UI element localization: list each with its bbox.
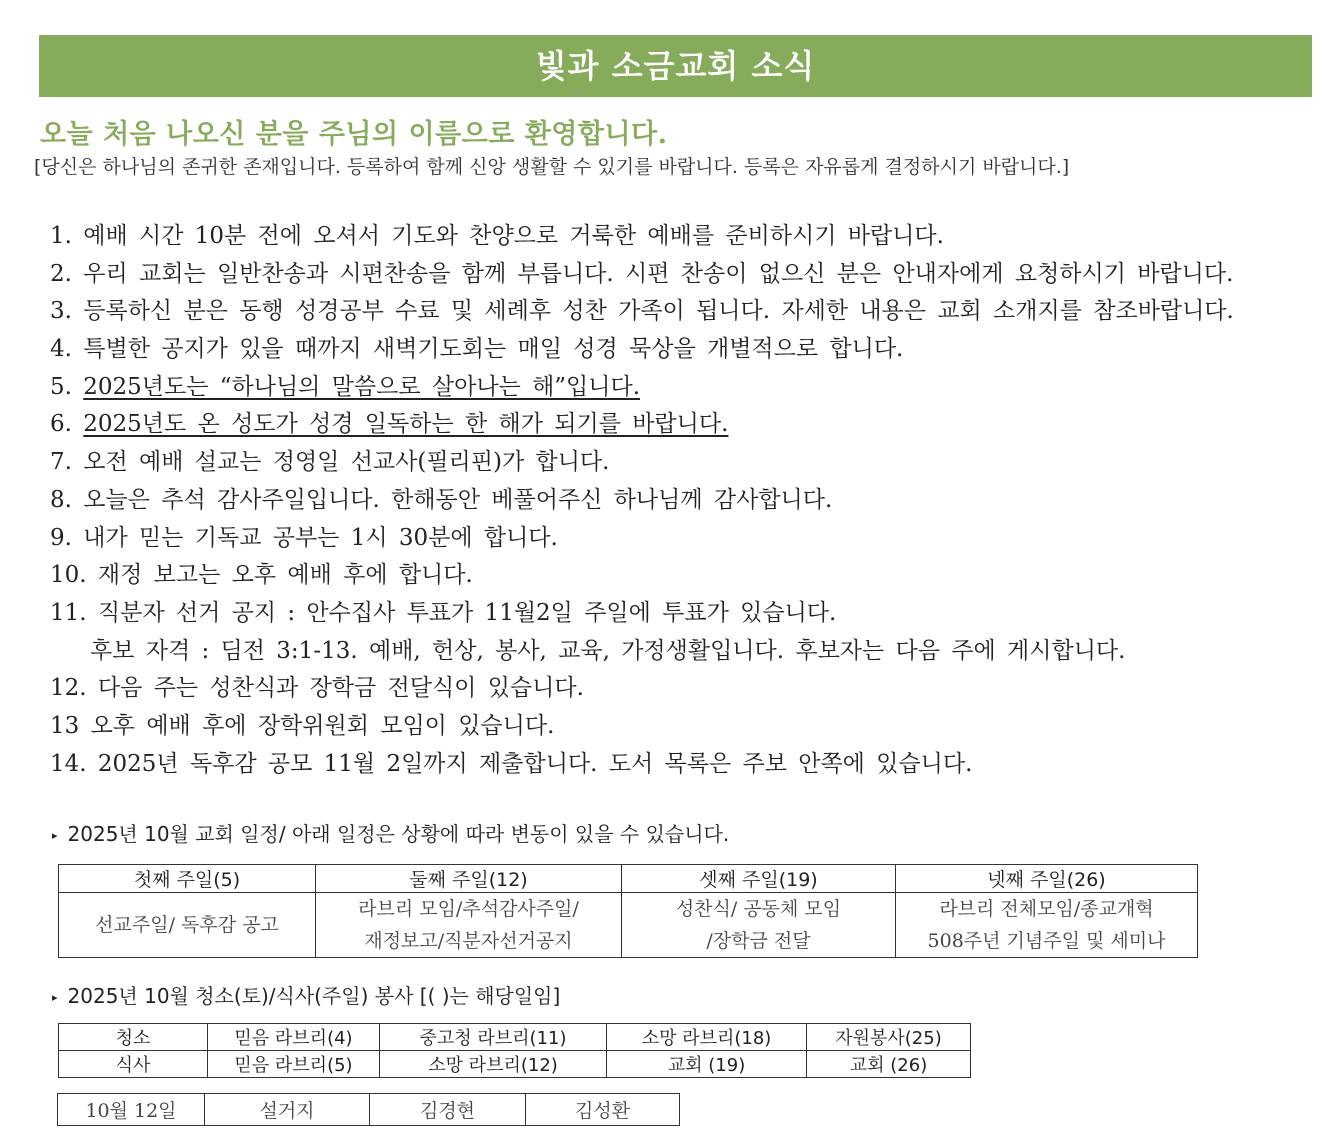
duty-cell: 믿음 라브리(5)	[208, 1051, 380, 1078]
duty-cell: 믿음 라브리(4)	[208, 1024, 380, 1051]
duty-label: 청소	[59, 1024, 208, 1051]
duty-cell: 중고청 라브리(11)	[380, 1024, 607, 1051]
week-header: 둘째 주일(12)	[316, 865, 622, 893]
notice-item-continuation: 후보 자격 : 딤전 3:1-13. 예배, 헌상, 봉사, 교육, 가정생활입니다. 후보자는 다음 주에 게시합니다.	[90, 637, 1126, 664]
table-row	[59, 1051, 971, 1078]
triangle-bullet-icon: ▸	[52, 991, 58, 1004]
week-event: 라브리 전체모임/종교개혁 508주년 기념주일 및 세미나	[896, 893, 1198, 958]
dish-person: 김경현	[370, 1094, 526, 1126]
duty-label: 식사	[59, 1051, 208, 1078]
week-event: 라브리 모임/추석감사주일/ 재정보고/직분자선거공지	[316, 893, 622, 958]
duty-cell: 교회 (19)	[607, 1051, 807, 1078]
notice-item: 6. 2025년도 온 성도가 성경 일독하는 한 해가 되기를 바랍니다.	[50, 411, 729, 438]
notice-item: 13 오후 예배 후에 장학위원회 모임이 있습니다.	[50, 712, 555, 739]
table-row	[59, 1024, 971, 1051]
schedule-table	[58, 864, 1198, 958]
dish-person: 김성환	[526, 1094, 680, 1126]
welcome-note: [당신은 하나님의 존귀한 존재입니다. 등록하여 함께 신앙 생활할 수 있기를 바랍니다. 등록은 자유롭게 결정하시기 바랍니다.]	[34, 156, 1070, 178]
duty-cell: 소망 라브리(12)	[380, 1051, 607, 1078]
dish-task: 설거지	[205, 1094, 370, 1126]
notice-item: 3. 등록하신 분은 동행 성경공부 수료 및 세례후 성찬 가족이 됩니다. 자세한 내용은 교회 소개지를 참조바랍니다.	[50, 298, 1234, 325]
table-row	[59, 865, 1198, 893]
notice-item: 10. 재정 보고는 오후 예배 후에 합니다.	[50, 562, 473, 589]
week-event: 선교주일/ 독후감 공고	[59, 893, 316, 958]
notice-item: 5. 2025년도는 “하나님의 말씀으로 살아나는 해”입니다.	[50, 373, 641, 400]
notice-item: 8. 오늘은 추석 감사주일입니다. 한해동안 베풀어주신 하나님께 감사합니다.	[50, 486, 833, 513]
week-header: 셋째 주일(19)	[622, 865, 896, 893]
week-header: 첫째 주일(5)	[59, 865, 316, 893]
duty-table	[58, 1023, 971, 1078]
notice-item: 9. 내가 믿는 기독교 공부는 1시 30분에 합니다.	[50, 524, 558, 551]
week-header: 넷째 주일(26)	[896, 865, 1198, 893]
notice-item: 1. 예배 시간 10분 전에 오셔서 기도와 찬양으로 거룩한 예배를 준비하시기 바랍니다.	[50, 223, 944, 249]
notice-item: 7. 오전 예배 설교는 정영일 선교사(필리핀)가 합니다.	[50, 449, 610, 476]
week-event: 성찬식/ 공동체 모임 /장학금 전달	[622, 893, 896, 958]
duty-cell: 자원봉사(25)	[807, 1024, 971, 1051]
duty-cell: 교회 (26)	[807, 1051, 971, 1078]
triangle-bullet-icon: ▸	[52, 829, 58, 842]
notice-list	[50, 218, 1310, 783]
welcome-headline: 오늘 처음 나오신 분을 주님의 이름으로 환영합니다.	[40, 119, 668, 150]
duty-heading: ▸ 2025년 10월 청소(토)/식사(주일) 봉사 [( )는 해당일임]	[52, 984, 561, 1008]
schedule-heading: ▸ 2025년 10월 교회 일정/ 아래 일정은 상황에 따라 변동이 있을 수 있습니다.	[52, 822, 730, 846]
table-row	[59, 893, 1198, 958]
dish-duty-table	[57, 1093, 680, 1126]
notice-item: 2. 우리 교회는 일반찬송과 시편찬송을 함께 부릅니다. 시편 찬송이 없으신 분은 안내자에게 요청하시기 바랍니다.	[50, 260, 1234, 287]
page-title: 빛과 소금교회 소식	[39, 35, 1312, 97]
dish-date: 10월 12일	[58, 1094, 205, 1126]
duty-cell: 소망 라브리(18)	[607, 1024, 807, 1051]
notice-item: 12. 다음 주는 성찬식과 장학금 전달식이 있습니다.	[50, 675, 584, 702]
table-row	[58, 1094, 680, 1126]
notice-item: 11. 직분자 선거 공지 : 안수집사 투표가 11월2일 주일에 투표가 있습니다.	[50, 599, 837, 626]
notice-item: 4. 특별한 공지가 있을 때까지 새벽기도회는 매일 성경 묵상을 개별적으로 합니다.	[50, 336, 904, 363]
notice-item: 14. 2025년 독후감 공모 11월 2일까지 제출합니다. 도서 목록은 주보 안쪽에 있습니다.	[50, 750, 973, 777]
